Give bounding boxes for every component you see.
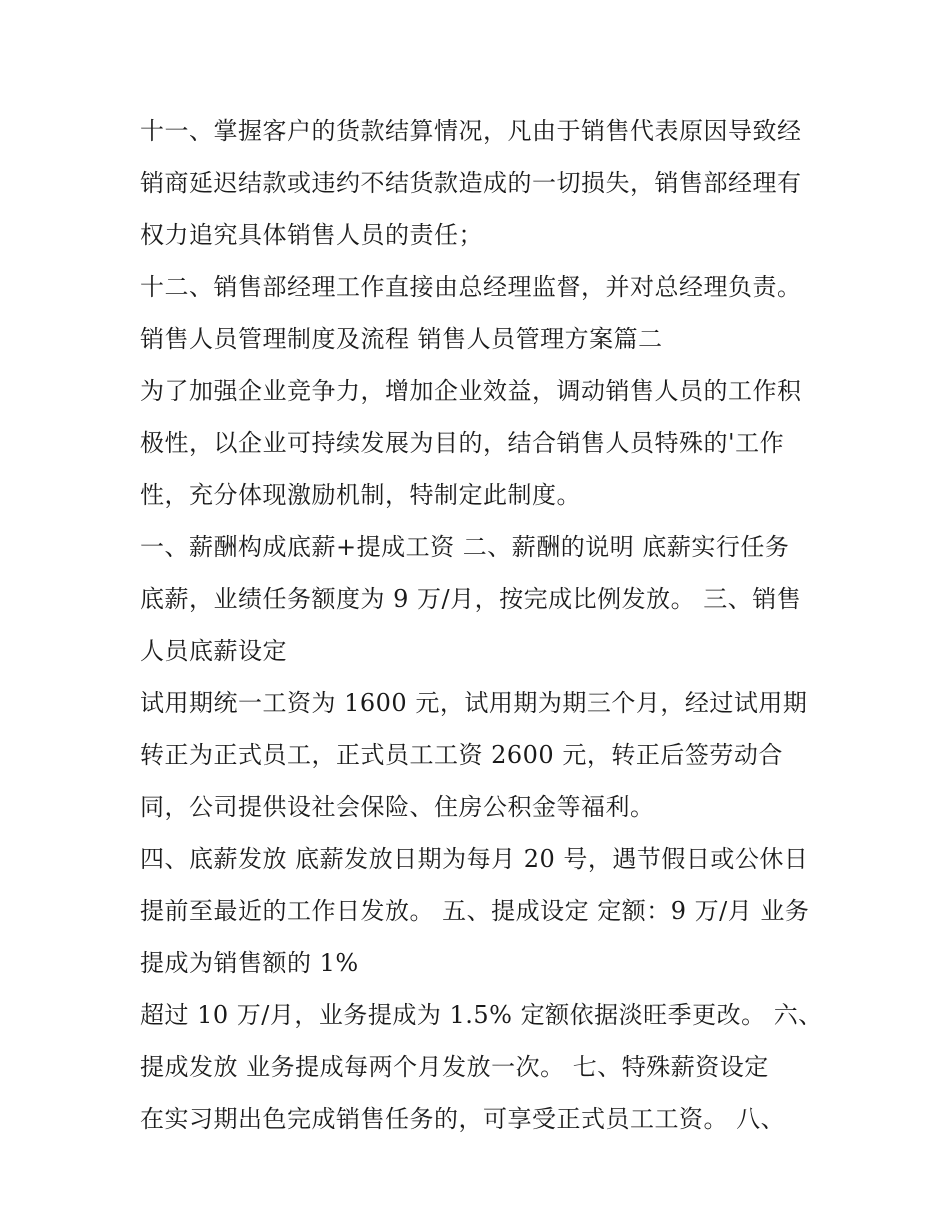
text-line: 极性，以企业可持续发展为目的，结合销售人员特殊的'工作 <box>140 429 785 457</box>
text-line: 同，公司提供设社会保险、住房公积金等福利。 <box>140 793 655 821</box>
text-line: 在实习期出色完成销售任务的，可享受正式员工工资。 八、 <box>140 1105 786 1133</box>
text-line: 底薪，业绩任务额度为 9 万/月，按完成比例发放。 三、销售 <box>140 585 802 613</box>
text-line: 权力追究具体销售人员的责任； <box>140 221 483 249</box>
text-line: 四、底薪发放 底薪发放日期为每月 20 号，遇节假日或公休日 <box>140 845 809 873</box>
text-line: 提成发放 业务提成每两个月发放一次。 七、特殊薪资设定 <box>140 1053 769 1081</box>
text-line: 试用期统一工资为 1600 元，试用期为期三个月，经过试用期 <box>140 689 808 717</box>
document-body <box>140 105 823 1145</box>
text-line: 提成为销售额的 1% <box>140 949 359 977</box>
text-line: 一、薪酬构成底薪+提成工资 二、薪酬的说明 底薪实行任务 <box>140 533 790 561</box>
text-line: 性，充分体现激励机制，特制定此制度。 <box>140 481 581 509</box>
text-line: 转正为正式员工，正式员工工资 2600 元，转正后签劳动合 <box>140 741 783 769</box>
text-line: 为了加强企业竞争力，增加企业效益，调动销售人员的工作积 <box>140 377 802 405</box>
section-heading: 销售人员管理制度及流程 销售人员管理方案篇二 <box>140 325 663 353</box>
text-line: 提前至最近的工作日发放。 五、提成设定 定额：9 万/月 业务 <box>140 897 810 925</box>
text-line: 十一、掌握客户的货款结算情况，凡由于销售代表原因导致经 <box>140 117 802 145</box>
text-line: 人员底薪设定 <box>140 637 287 665</box>
text-line: 十二、销售部经理工作直接由总经理监督，并对总经理负责。 <box>140 273 802 301</box>
text-line: 超过 10 万/月，业务提成为 1.5% 定额依据淡旺季更改。 六、 <box>140 1001 823 1029</box>
text-line: 销商延迟结款或违约不结货款造成的一切损失，销售部经理有 <box>140 169 802 197</box>
